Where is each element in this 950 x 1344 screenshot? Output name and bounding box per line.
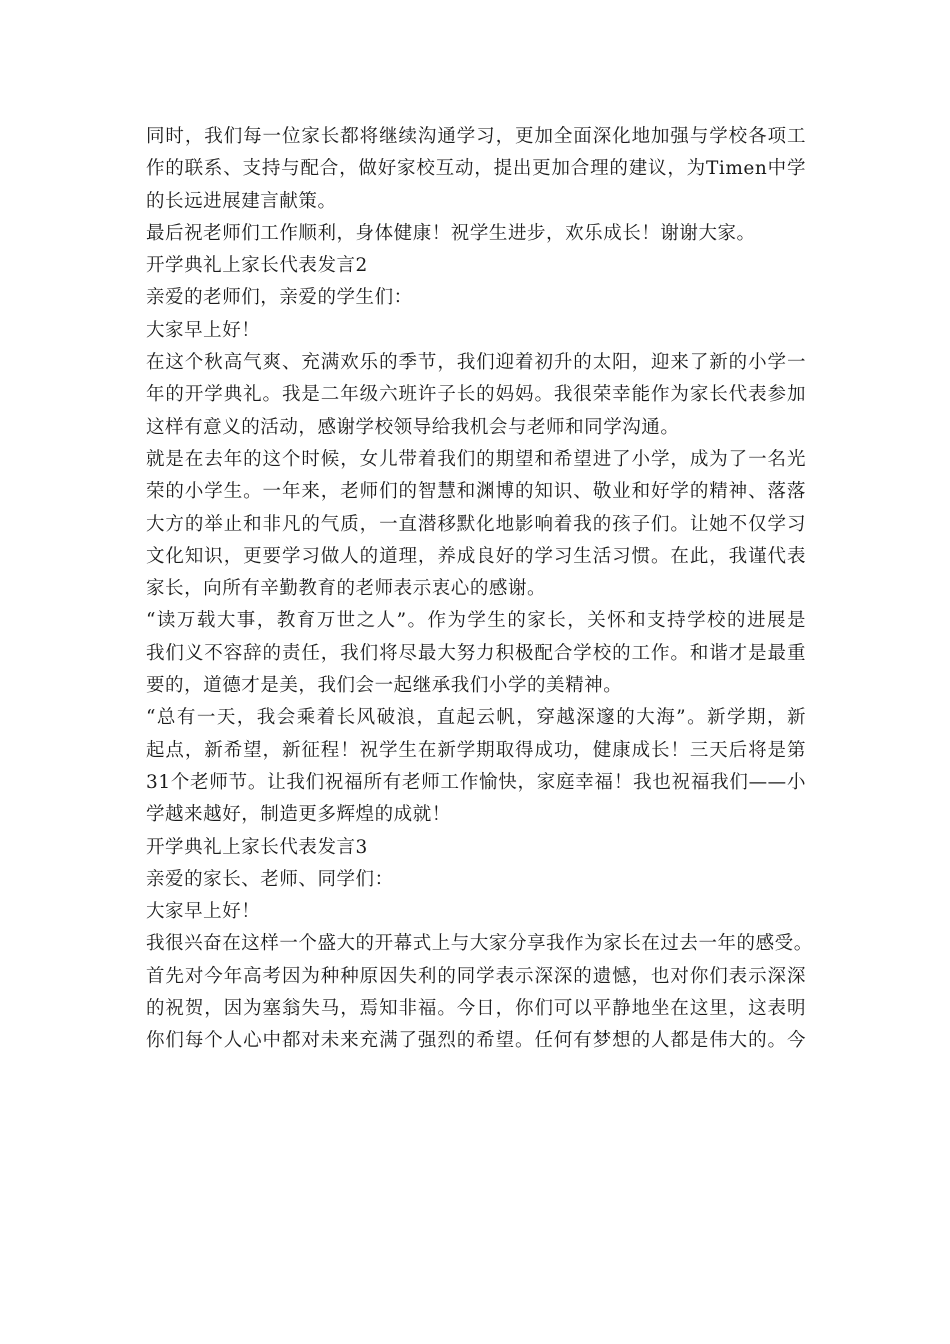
text-line: 大方的举止和非凡的气质，一直潜移默化地影响着我的孩子们。让她不仅学习 [146, 513, 806, 535]
text-line: 年的开学典礼。我是二年级六班许子长的妈妈。我很荣幸能作为家长代表参加 [146, 384, 806, 406]
text-line: 的祝贺，因为塞翁失马，焉知非福。今日，你们可以平静地坐在这里，这表明 [146, 998, 806, 1020]
text-line: 我很兴奋在这样一个盛大的开幕式上与大家分享我作为家长在过去一年的感受。 [146, 933, 813, 955]
text-line: 31个老师节。让我们祝福所有老师工作愉快，家庭幸福！我也祝福我们——小 [146, 771, 806, 793]
text-line: 就是在去年的这个时候，女儿带着我们的期望和希望进了小学，成为了一名光 [146, 448, 806, 470]
text-line: 在这个秋高气爽、充满欢乐的季节，我们迎着初升的太阳，迎来了新的小学一 [146, 352, 806, 374]
text-line: 首先对今年高考因为种种原因失利的同学表示深深的遗憾，也对你们表示深深 [146, 965, 806, 987]
text-line: 要的，道德才是美，我们会一起继承我们小学的美精神。 [146, 675, 623, 697]
text-line: 家长，向所有辛勤教育的老师表示衷心的感谢。 [146, 578, 547, 600]
text-line: 最后祝老师们工作顺利，身体健康！祝学生进步，欢乐成长！谢谢大家。 [146, 222, 756, 244]
text-line: 亲爱的老师们，亲爱的学生们： [146, 287, 413, 309]
text-line: “总有一天，我会乘着长风破浪，直起云帆，穿越深邃的大海”。新学期，新 [146, 707, 806, 729]
text-line: 作的联系、支持与配合，做好家校互动，提出更加合理的建议，为Timen中学 [146, 158, 806, 180]
text-line: 大家早上好！ [146, 319, 261, 341]
text-line: 开学典礼上家长代表发言3 [146, 836, 368, 858]
text-line: 亲爱的家长、老师、同学们： [146, 868, 394, 890]
text-line: 的长远进展建言献策。 [146, 190, 337, 212]
text-line: 大家早上好！ [146, 901, 261, 923]
text-line: “读万载大事，教育万世之人”。作为学生的家长，关怀和支持学校的进展是 [146, 610, 806, 632]
text-line: 起点，新希望，新征程！祝学生在新学期取得成功，健康成长！三天后将是第 [146, 739, 806, 761]
text-line: 荣的小学生。一年来，老师们的智慧和渊博的知识、敬业和好学的精神、落落 [146, 481, 806, 503]
text-line: 这样有意义的活动，感谢学校领导给我机会与老师和同学沟通。 [146, 416, 680, 438]
text-line: 同时，我们每一位家长都将继续沟通学习，更加全面深化地加强与学校各项工 [146, 126, 806, 147]
document-body [146, 121, 813, 1058]
text-line: 学越来越好，制造更多辉煌的成就！ [146, 804, 451, 826]
text-line: 你们每个人心中都对未来充满了强烈的希望。任何有梦想的人都是伟大的。今 [146, 1030, 806, 1052]
text-line: 开学典礼上家长代表发言2 [146, 255, 368, 277]
text-line: 文化知识，更要学习做人的道理，养成良好的学习生活习惯。在此，我谨代表 [146, 545, 806, 567]
text-line: 我们义不容辞的责任，我们将尽最大努力积极配合学校的工作。和谐才是最重 [146, 642, 806, 664]
